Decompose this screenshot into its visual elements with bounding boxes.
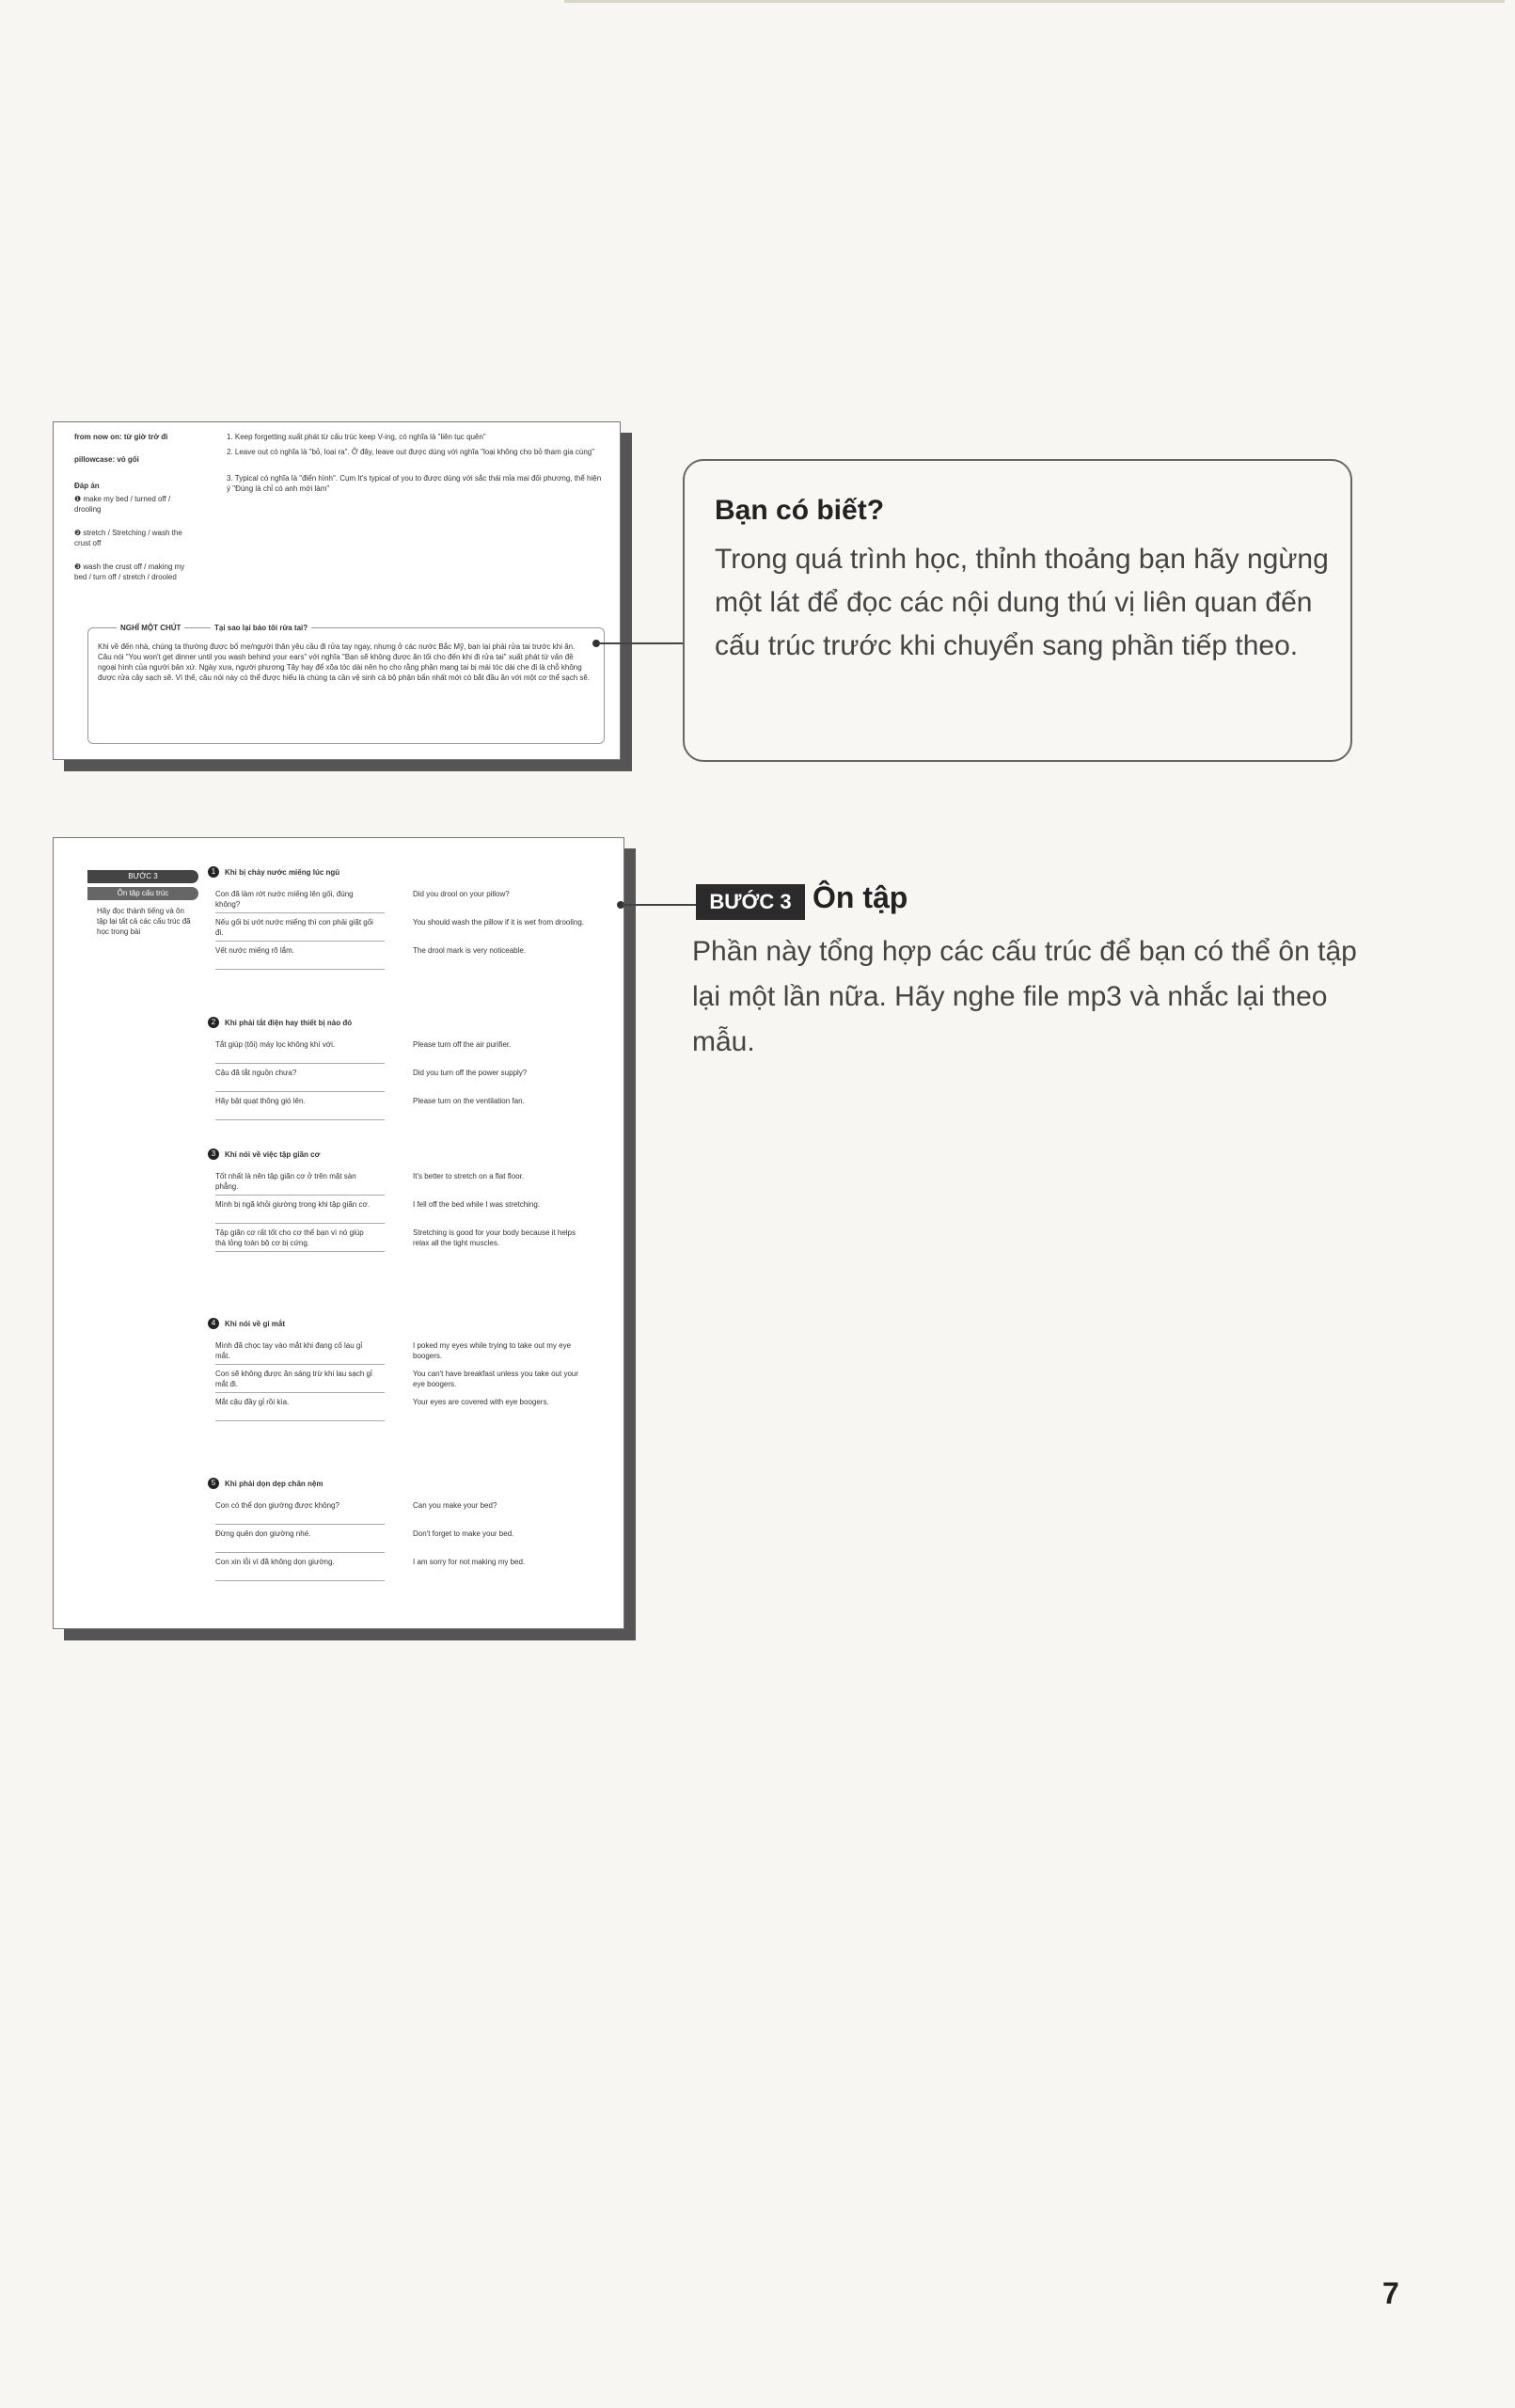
- page-thumbnail-notes: [53, 421, 621, 760]
- section-number: 5: [208, 1478, 219, 1489]
- callout-title: Bạn có biết?: [715, 495, 885, 526]
- connector-line: [623, 904, 696, 906]
- en-sentence: Please turn off the air purifier.: [413, 1040, 512, 1049]
- row-divider: [215, 1091, 385, 1092]
- page-number: 7: [1382, 2276, 1399, 2310]
- vi-sentence: Tắt giúp (tôi) máy lọc không khí với.: [215, 1040, 336, 1049]
- vi-sentence: Hãy bật quạt thông gió lên.: [215, 1097, 306, 1105]
- step-description: Phần này tổng hợp các cấu trúc để bạn có thể ôn tập lại một lần nữa. Hãy nghe file mp3 và nhắc lại theo mẫu.: [692, 936, 1357, 1057]
- vi-sentence: Đừng quên dọn giường nhé.: [215, 1529, 311, 1538]
- en-sentence: Can you make your bed?: [413, 1501, 497, 1510]
- row-divider: [215, 1063, 385, 1064]
- vi-sentence: Con xin lỗi vì đã không dọn giường.: [215, 1558, 335, 1566]
- step-title: Ôn tập: [813, 880, 908, 914]
- row-divider: [215, 1195, 385, 1196]
- vi-sentence: Tập giãn cơ rất tốt cho cơ thể bạn vì nó giúp thả lỏng toàn bộ cơ bị cứng.: [215, 1228, 364, 1247]
- side-text: Hãy đọc thành tiếng và ôn tập lại tất cả các cấu trúc đã học trong bài: [97, 907, 191, 936]
- side-step-label: BƯỚC 3: [87, 870, 198, 883]
- section-number: 3: [208, 1149, 219, 1160]
- section-number: 4: [208, 1318, 219, 1329]
- row-divider: [215, 1524, 385, 1525]
- did-you-know-callout: [683, 459, 1352, 762]
- en-sentence: You should wash the pillow if it is wet from drooling.: [413, 918, 585, 927]
- section-title: Khi bị chảy nước miếng lúc ngủ: [225, 868, 340, 877]
- note-1: 1. Keep forgetting xuất phát từ cấu trúc keep V-ing, có nghĩa là "liên tục quên": [227, 433, 486, 441]
- section-number: 2: [208, 1017, 219, 1028]
- section-title: Khi phải dọn dẹp chăn nệm: [225, 1480, 324, 1488]
- note-3: 3. Typical có nghĩa là "điển hình". Cụm It's typical of you to được dùng với sắc thái mỉa mai đối phương, thể hiện ý "Đúng là chỉ có anh mới làm": [227, 474, 602, 493]
- answer-1: ❶ make my bed / turned off / drooling: [74, 495, 171, 514]
- section-title: Khi nói về việc tập giãn cơ: [225, 1150, 321, 1159]
- vi-sentence: Con có thể dọn giường được không?: [215, 1501, 339, 1510]
- en-sentence: Your eyes are covered with eye boogers.: [413, 1398, 549, 1406]
- connector-line: [598, 642, 685, 644]
- vi-sentence: Vết nước miếng rõ lắm.: [215, 946, 294, 955]
- row-divider: [215, 1251, 385, 1252]
- section-title: Khi phải tắt điện hay thiết bị nào đó: [225, 1019, 353, 1027]
- en-sentence: Did you drool on your pillow?: [413, 890, 510, 898]
- vi-sentence: Con sẽ không được ăn sáng trừ khi lau sạch gỉ mắt đi.: [215, 1370, 372, 1388]
- vi-sentence: Cậu đã tắt nguồn chưa?: [215, 1069, 297, 1077]
- row-divider: [215, 941, 385, 942]
- box-text: Khi về đến nhà, chúng ta thường được bố mẹ/người thân yêu cầu đi rửa tay ngay, nhưng ở các nước Bắc Mỹ, bạn lại phải rửa tai trước khi ăn. Câu nói "You won't get dinner until you wash behind your ears" với nghĩa "Bạn sẽ không được ăn tối cho đến khi đi rửa tai" xuất phát từ vấn đề ngoại hình của người bản xứ. Ngày xưa, người phương Tây hay để xõa tóc dài nên họ cho rằng phần mang tai bị mái tóc dài che đi là chỗ không được rửa cây sạch sẽ. Vì thế, câu nói này có thể được hiểu là chúng ta cần vệ sinh cả bộ phận bẩn nhất mới có bắt đầu ăn với một cơ thể sạch sẽ.: [98, 642, 591, 682]
- vocab-1: from now on: từ giờ trở đi: [74, 433, 168, 441]
- row-divider: [215, 1119, 385, 1120]
- top-rule: [564, 0, 1505, 3]
- vi-sentence: Tốt nhất là nên tập giãn cơ ở trên mặt sàn phẳng.: [215, 1172, 356, 1191]
- row-divider: [215, 912, 385, 913]
- row-divider: [215, 1364, 385, 1365]
- vi-sentence: Mình bị ngã khỏi giường trong khi tập giãn cơ.: [215, 1200, 370, 1209]
- row-divider: [215, 1392, 385, 1393]
- row-divider: [215, 1552, 385, 1553]
- en-sentence: Don't forget to make your bed.: [413, 1529, 514, 1538]
- callout-body: Trong quá trình học, thỉnh thoảng bạn hãy ngừng một lát để đọc các nội dung thú vị liên quan đến cấu trúc trước khi chuyển sang phần tiếp theo.: [715, 544, 1329, 661]
- did-you-know-box: [87, 624, 605, 744]
- vi-sentence: Mình đã chọc tay vào mắt khi đang cố lau gỉ mắt.: [215, 1341, 363, 1360]
- section-title: Khi nói về gỉ mắt: [225, 1320, 286, 1328]
- step-badge: BƯỚC 3: [696, 884, 805, 920]
- page-thumbnail-review: [53, 837, 624, 1629]
- vi-sentence: Mắt cậu đầy gỉ rồi kìa.: [215, 1398, 290, 1406]
- vocab-2: pillowcase: vỏ gối: [74, 455, 139, 464]
- en-sentence: You can't have breakfast unless you take out your eye boogers.: [413, 1370, 579, 1388]
- en-sentence: Did you turn off the power supply?: [413, 1069, 528, 1077]
- en-sentence: I fell off the bed while I was stretching.: [413, 1200, 541, 1209]
- answers-label: Đáp án: [74, 482, 100, 490]
- vi-sentence: Nếu gối bị ướt nước miếng thì con phải giặt gối đi.: [215, 918, 373, 937]
- section-number: 1: [208, 866, 219, 878]
- box-question: Tại sao lại bảo tôi rửa tai?: [211, 623, 311, 633]
- answer-3: ❸ wash the crust off / making my bed / turn off / stretch / drooled: [74, 562, 185, 581]
- note-2: 2. Leave out có nghĩa là "bỏ, loại ra". Ở đây, leave out được dùng với nghĩa "loại không cho bỏ tham gia cùng": [227, 448, 595, 456]
- en-sentence: I poked my eyes while trying to take out my eye boogers.: [413, 1341, 572, 1360]
- en-sentence: It's better to stretch on a flat floor.: [413, 1172, 525, 1180]
- en-sentence: The drool mark is very noticeable.: [413, 946, 527, 955]
- en-sentence: Please turn on the ventilation fan.: [413, 1097, 525, 1105]
- side-tab: Ôn tập cấu trúc: [87, 887, 198, 900]
- answer-2: ❷ stretch / Stretching / wash the crust off: [74, 529, 182, 547]
- en-sentence: I am sorry for not making my bed.: [413, 1558, 526, 1566]
- en-sentence: Stretching is good for your body because it helps relax all the tight muscles.: [413, 1228, 576, 1247]
- box-label: NGHĨ MỘT CHÚT: [117, 623, 184, 633]
- vi-sentence: Con đã làm rớt nước miếng lên gối, đúng không?: [215, 890, 354, 909]
- row-divider: [215, 1420, 385, 1421]
- row-divider: [215, 1223, 385, 1224]
- row-divider: [215, 969, 385, 970]
- row-divider: [215, 1580, 385, 1581]
